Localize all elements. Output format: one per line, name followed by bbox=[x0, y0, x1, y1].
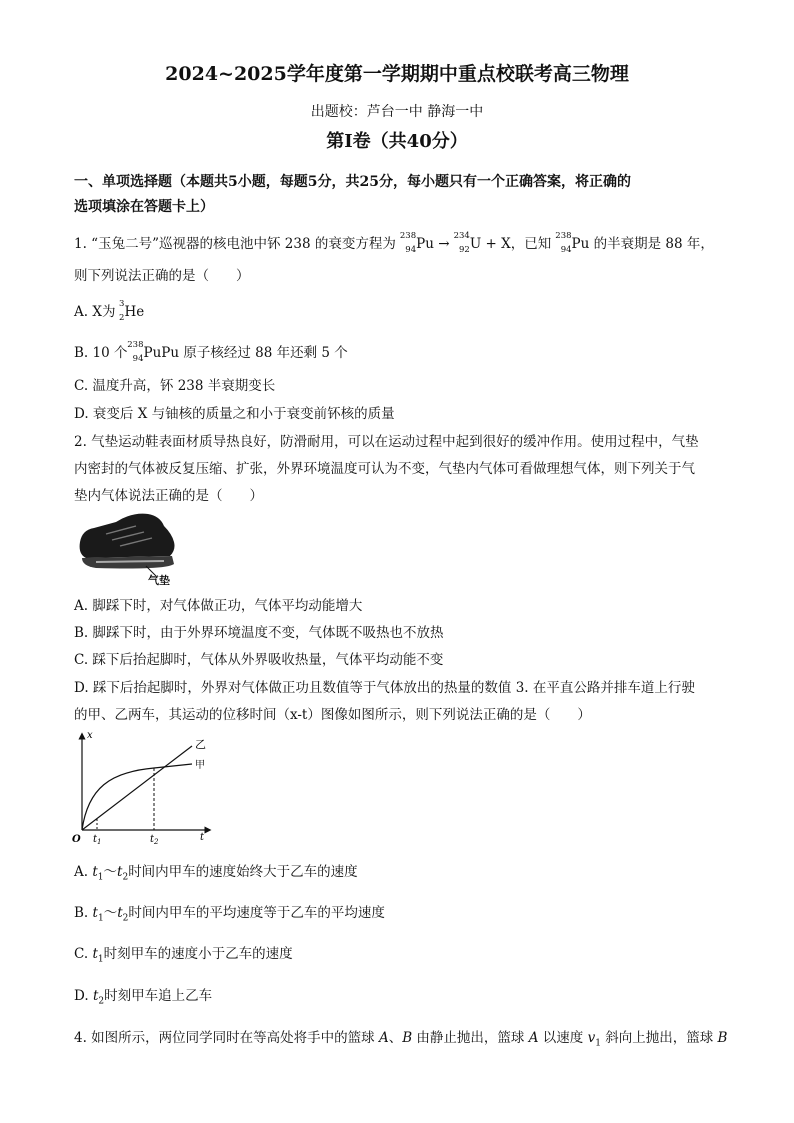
q1-option-a: A. X为 3 2 He bbox=[74, 299, 145, 323]
q2-line3: 垫内气体说法正确的是（ ） bbox=[74, 488, 263, 504]
xt-graph bbox=[70, 728, 220, 846]
section-heading-line2: 选项填涂在答题卡上） bbox=[74, 199, 214, 215]
q1-line1: 1. “玉兔二号”巡视器的核电池中钚 238 的衰变方程为 238 94 Pu → 234 92 U + X，已知 238 94 Pu 的半衰期是 88 年， bbox=[74, 231, 714, 255]
t2-label: $t_2$ bbox=[150, 834, 159, 846]
q3-option-b: B. $t_1\sim t_2$时间内甲车的平均速度等于乙车的平均速度 bbox=[74, 905, 385, 924]
u-nuclide: 234 92 bbox=[453, 231, 470, 255]
q4-line1: 4. 如图所示，两位同学同时在等高处将手中的篮球 A、B 由静止抛出，篮球 A 以速度 $v_1$ 斜向上抛出，篮球 B bbox=[74, 1030, 728, 1049]
q2-option-d: D. 踩下后抬起脚时，外界对气体做正功且数值等于气体放出的热量的数值 3. 在平直公路并排车道上行驶 bbox=[74, 680, 695, 696]
section-heading-line1: 一、单项选择题（本题共5小题，每题5分，共25分，每小题只有一个正确答案，将正确的 bbox=[74, 174, 631, 190]
exam-schools: 出题校：芦台一中 静海一中 bbox=[310, 104, 484, 120]
q3-option-d: D. $t_2$时刻甲车追上乙车 bbox=[74, 988, 213, 1007]
q2-line1: 2. 气垫运动鞋表面材质导热良好，防滑耐用，可以在运动过程中起到很好的缓冲作用。使用过程中，气垫 bbox=[74, 434, 699, 450]
x-axis-label: t bbox=[200, 832, 205, 843]
q1-option-b: B. 10 个 238 94 PuPu 原子核经过 88 年还剩 5 个 bbox=[74, 340, 348, 364]
q1-option-c: C. 温度升高，钚 238 半衰期变长 bbox=[74, 378, 276, 394]
t1-label: $t_1$ bbox=[93, 834, 102, 846]
q2-option-c: C. 踩下后抬起脚时，气体从外界吸收热量，气体平均动能不变 bbox=[74, 652, 444, 668]
q3-option-c: C. $t_1$时刻甲车的速度小于乙车的速度 bbox=[74, 946, 293, 965]
pu-nuclide: 238 94 bbox=[399, 231, 417, 255]
y-axis-label: x bbox=[87, 730, 93, 741]
q1-option-d: D. 衰变后 X 与铀核的质量之和小于衰变前钚核的质量 bbox=[74, 406, 395, 422]
q2-option-a: A. 脚踩下时，对气体做正功，气体平均动能增大 bbox=[74, 598, 363, 614]
curve-jia bbox=[82, 764, 192, 830]
part-heading: 第Ⅰ卷（共40分） bbox=[326, 131, 468, 152]
line-yi bbox=[82, 746, 192, 830]
q2-option-b: B. 脚踩下时，由于外界环境温度不变，气体既不吸热也不放热 bbox=[74, 625, 444, 641]
q3-option-a: A. $t_1\sim t_2$时间内甲车的速度始终大于乙车的速度 bbox=[74, 864, 358, 883]
origin-label: O bbox=[72, 834, 81, 845]
q2-line2: 内密封的气体被反复压缩、扩张，外界环境温度可认为不变，气垫内气体可看做理想气体，则下列关于气 bbox=[74, 461, 695, 477]
q3-line2: 的甲、乙两车，其运动的位移时间（x-t）图像如图所示，则下列说法正确的是（ ） bbox=[74, 707, 591, 723]
label-jia: 甲 bbox=[195, 760, 205, 771]
q1-line2: 则下列说法正确的是（ ） bbox=[74, 268, 250, 284]
air-cushion-label: 气垫 bbox=[148, 574, 170, 587]
label-yi: 乙 bbox=[195, 738, 206, 751]
exam-title: 2024~2025学年度第一学期期中重点校联考高三物理 bbox=[165, 63, 629, 85]
